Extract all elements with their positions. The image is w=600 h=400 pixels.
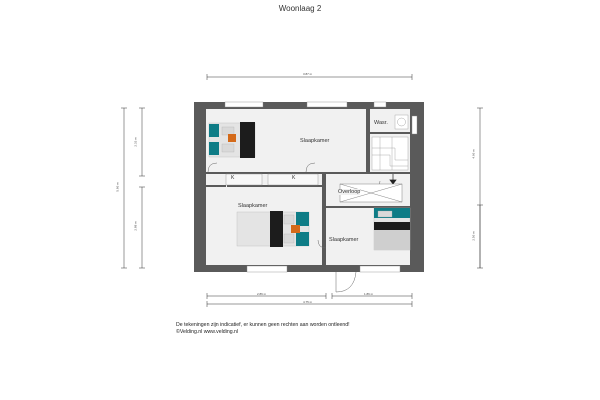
window [412, 116, 417, 134]
disclaimer-line-1: De tekeningen zijn indicatief, er kunnen geen rechten aan worden ontleend! [176, 322, 350, 328]
room-label-slaapkamer-1: Slaapkamer [300, 138, 330, 144]
dim-label-bottom-left: 2.86 m [257, 292, 267, 296]
interior-wall [322, 172, 326, 265]
stairs [372, 137, 408, 170]
disclaimer [176, 322, 350, 335]
dim-label-right-total: 4.66 m [471, 149, 476, 159]
window [374, 102, 386, 107]
dim-label-bottom-total: 4.75 m [303, 300, 313, 304]
window [307, 102, 347, 107]
dim-label-left-upper: 2.33 m [133, 137, 138, 147]
interior-wall [326, 206, 410, 208]
room-label-overloop: Overloop [338, 189, 361, 195]
interior-wall [206, 185, 322, 187]
disclaimer-line-2: ©Velding.nl www.velding.nl [176, 328, 239, 335]
bed-2 [237, 211, 309, 247]
closet-label: K [292, 175, 296, 181]
window [225, 102, 263, 107]
room-label-wasruimte: Wasr. [374, 120, 388, 126]
dim-label-left-lower: 2.88 m [133, 221, 138, 231]
washing-machine-icon [395, 115, 408, 129]
dim-label-bottom-right: 1.86 m [364, 292, 374, 296]
interior-wall [206, 172, 410, 174]
bed-1 [209, 122, 255, 158]
window [360, 266, 400, 272]
dim-label-left-total: 5.86 m [115, 182, 120, 192]
interior-wall [370, 132, 410, 134]
dim-label-top: 3.87 m [303, 72, 313, 76]
closet-label: K [231, 175, 235, 181]
floor-title: Woonlaag 2 [278, 4, 322, 13]
door-swing [336, 272, 356, 292]
dim-label-right-lower: 2.56 m [471, 231, 476, 241]
window [247, 266, 287, 272]
closets [226, 174, 318, 185]
room-label-slaapkamer-3: Slaapkamer [329, 237, 359, 243]
interior-wall [366, 109, 370, 174]
bed-3 [374, 208, 410, 250]
room-label-slaapkamer-2: Slaapkamer [238, 203, 268, 209]
